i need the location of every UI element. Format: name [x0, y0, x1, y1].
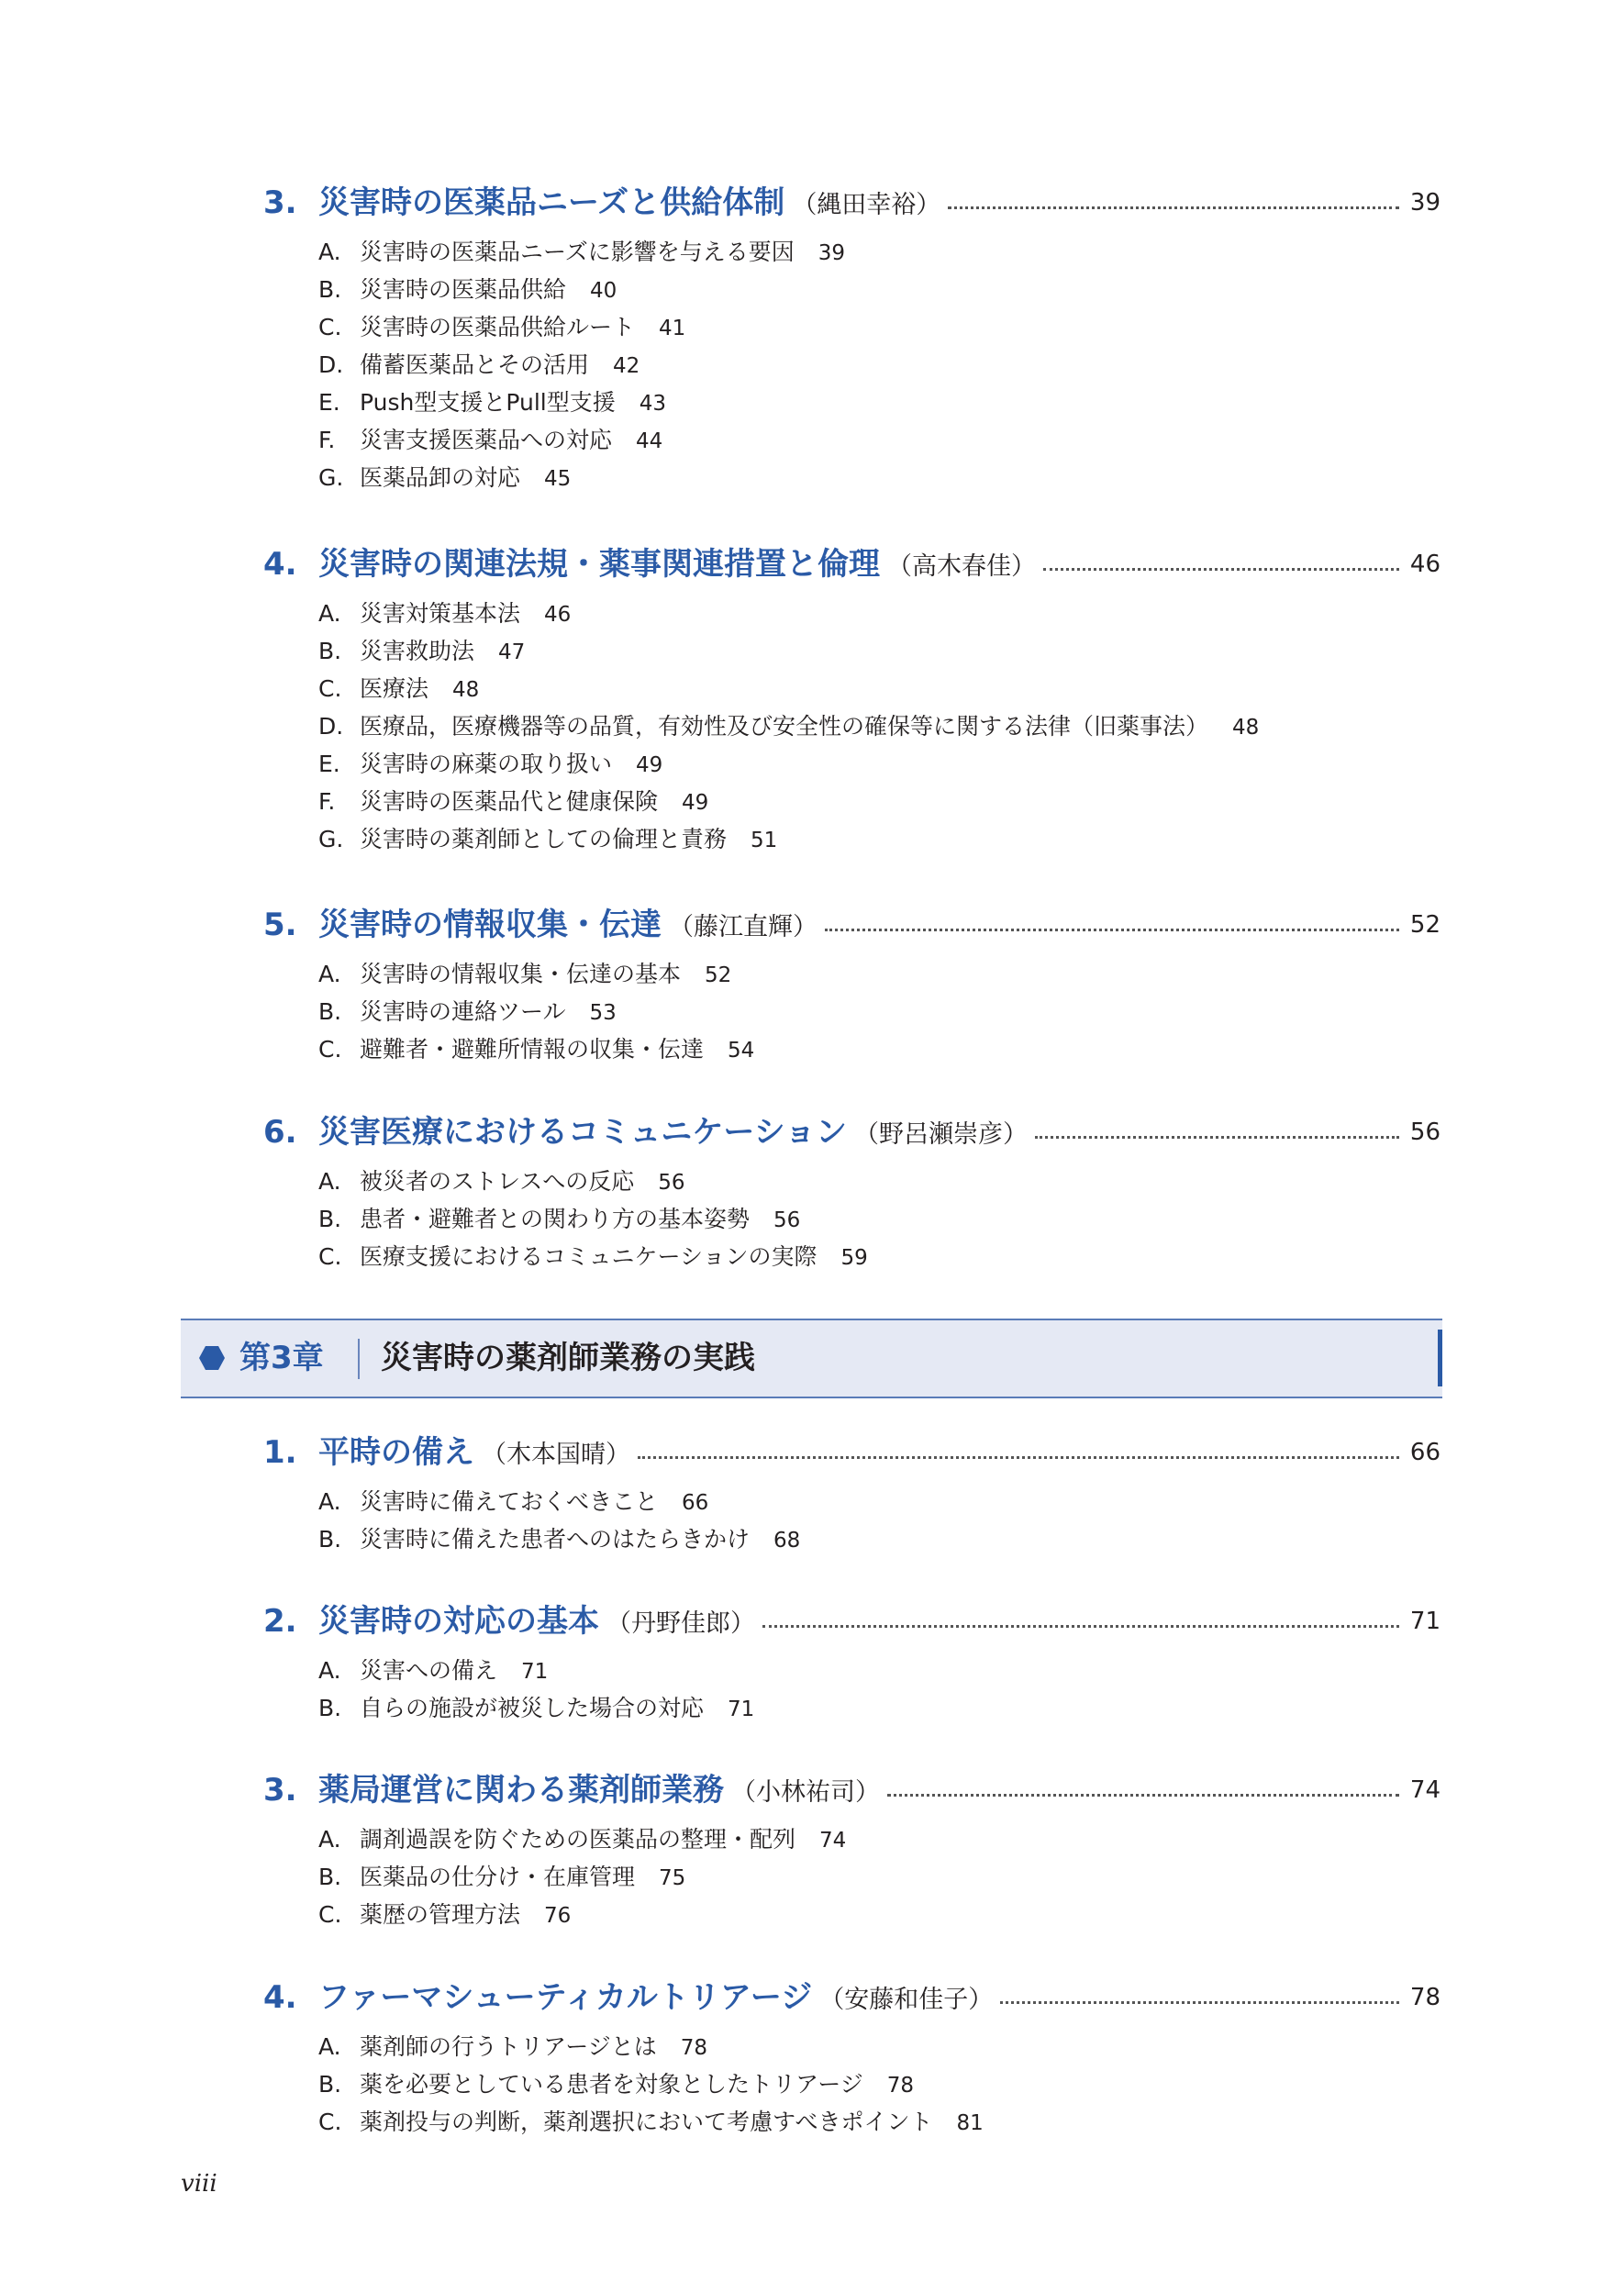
item-page-number: 56	[658, 1171, 685, 1195]
section-page-number: 74	[1409, 1776, 1440, 1804]
item-page-number: 46	[544, 603, 572, 627]
item-text-wrap	[360, 707, 1259, 747]
toc-section[interactable]	[0, 180, 1624, 496]
toc-item[interactable]	[0, 1652, 1624, 1689]
toc-item[interactable]	[0, 1520, 1624, 1558]
section-title-text: 平時の備え	[318, 1434, 474, 1471]
item-letter: D.	[318, 351, 344, 378]
toc-section[interactable]	[0, 1767, 1624, 1933]
section-title-text: 災害医療におけるコミュニケーション	[318, 1114, 847, 1151]
toc-item[interactable]	[0, 595, 1624, 632]
section-title	[318, 180, 940, 228]
item-letter: C.	[318, 675, 342, 702]
item-letter: A.	[318, 1488, 341, 1515]
toc-item[interactable]	[0, 308, 1624, 346]
item-page-number: 71	[521, 1660, 549, 1684]
item-page-number: 45	[544, 467, 572, 491]
item-letter: B.	[318, 276, 342, 303]
section-heading[interactable]	[0, 1598, 1624, 1644]
toc-item[interactable]	[0, 2103, 1624, 2141]
item-text-wrap	[360, 745, 662, 785]
item-text-wrap	[360, 384, 666, 423]
section-page-number: 56	[1409, 1119, 1440, 1146]
item-title: 医療品，医療機器等の品質，有効性及び安全性の確保等に関する法律（旧薬事法）	[360, 713, 1209, 740]
item-title: 災害時に備えた患者へのはたらきかけ	[360, 1526, 751, 1553]
section-title-text: 災害時の医薬品ニーズと供給体制	[318, 184, 785, 221]
item-title: 調剤過誤を防ぐための医薬品の整理・配列	[360, 1826, 796, 1853]
dot-leader	[887, 1794, 1399, 1797]
section-title	[318, 1430, 630, 1478]
toc-item[interactable]	[0, 2028, 1624, 2065]
item-letter: A.	[318, 1657, 341, 1684]
item-text-wrap	[360, 346, 640, 385]
section-heading[interactable]	[0, 1430, 1624, 1475]
item-letter: F.	[318, 427, 336, 453]
item-title: 医療支援におけるコミュニケーションの実際	[360, 1243, 818, 1270]
section-title	[318, 1109, 1028, 1158]
item-letter: G.	[318, 464, 344, 491]
item-text-wrap	[360, 1520, 800, 1560]
item-text-wrap	[360, 632, 525, 672]
item-title: 医療法	[360, 675, 429, 702]
section-page-number: 39	[1409, 189, 1440, 217]
item-letter: C.	[318, 1036, 342, 1063]
toc-item[interactable]	[0, 1483, 1624, 1520]
section-number: 3.	[263, 1772, 297, 1809]
item-letter: E.	[318, 751, 340, 777]
item-page-number: 48	[1232, 716, 1260, 740]
item-letter: A.	[318, 1826, 341, 1853]
section-author: （高木春佳）	[887, 552, 1036, 581]
item-text-wrap	[360, 595, 571, 634]
section-title	[318, 902, 818, 951]
chapter-right-bar	[1438, 1330, 1442, 1386]
page-number: viii	[181, 2170, 217, 2198]
item-letter: G.	[318, 826, 344, 852]
item-text-wrap	[360, 1858, 685, 1898]
item-title: 災害時の麻薬の取り扱い	[360, 751, 613, 777]
item-letter: B.	[318, 1695, 342, 1721]
toc-item[interactable]	[0, 2065, 1624, 2103]
item-page-number: 54	[728, 1039, 755, 1063]
item-letter: A.	[318, 239, 341, 265]
chapter-heading	[181, 1319, 1442, 1398]
section-number: 4.	[263, 546, 297, 583]
section-number: 1.	[263, 1434, 297, 1471]
section-page-number: 66	[1409, 1439, 1440, 1466]
toc-section[interactable]	[0, 541, 1624, 858]
item-title: 薬歴の管理方法	[360, 1901, 521, 1928]
toc-item[interactable]	[0, 993, 1624, 1030]
item-page-number: 56	[773, 1208, 801, 1232]
section-page-number: 52	[1409, 911, 1440, 939]
toc-section[interactable]	[0, 1975, 1624, 2141]
section-title	[318, 541, 1036, 590]
item-text-wrap	[360, 670, 479, 709]
item-title: 災害時の連絡ツール	[360, 998, 566, 1025]
item-letter: A.	[318, 600, 341, 627]
item-title: 災害時の医薬品供給ルート	[360, 314, 636, 340]
section-heading[interactable]	[0, 541, 1624, 587]
section-number: 2.	[263, 1603, 297, 1640]
toc-section[interactable]	[0, 1109, 1624, 1275]
item-letter: B.	[318, 1206, 342, 1232]
section-number: 6.	[263, 1114, 297, 1151]
section-items	[0, 1652, 1624, 1727]
toc-item[interactable]	[0, 271, 1624, 308]
item-text-wrap	[360, 1896, 571, 1935]
dot-leader	[638, 1456, 1399, 1459]
section-heading[interactable]	[0, 1767, 1624, 1813]
item-page-number: 53	[589, 1001, 617, 1025]
item-text-wrap	[360, 271, 617, 310]
item-text-wrap	[360, 459, 571, 498]
section-items	[0, 233, 1624, 496]
item-text-wrap	[360, 1820, 846, 1860]
item-text-wrap	[360, 2065, 914, 2105]
section-items	[0, 1820, 1624, 1933]
toc-item[interactable]	[0, 1896, 1624, 1933]
item-title: 医薬品の仕分け・在庫管理	[360, 1864, 636, 1890]
item-title: 災害時の医薬品代と健康保険	[360, 788, 659, 815]
item-page-number: 41	[659, 317, 686, 340]
item-page-number: 52	[705, 963, 732, 987]
hexagon-icon	[199, 1345, 225, 1371]
section-title-text: 災害時の対応の基本	[318, 1603, 599, 1640]
section-page-number: 78	[1409, 1984, 1440, 2011]
item-title: 薬を必要としている患者を対象としたトリアージ	[360, 2071, 863, 2098]
section-heading[interactable]	[0, 1975, 1624, 2020]
item-text-wrap	[360, 233, 845, 273]
item-page-number: 40	[590, 279, 617, 303]
item-page-number: 44	[636, 429, 663, 453]
section-title-text: 災害時の関連法規・薬事関連措置と倫理	[318, 546, 880, 583]
item-page-number: 47	[498, 640, 526, 664]
item-title: 薬剤投与の判断，薬剤選択において考慮すべきポイント	[360, 2109, 933, 2135]
section-items	[0, 595, 1624, 858]
dot-leader	[1043, 568, 1399, 571]
toc-section[interactable]	[0, 1598, 1624, 1727]
toc-item[interactable]	[0, 1858, 1624, 1896]
toc-item[interactable]	[0, 955, 1624, 993]
toc-item[interactable]	[0, 1200, 1624, 1238]
item-title: 自らの施設が被災した場合の対応	[360, 1695, 705, 1721]
item-page-number: 43	[639, 392, 667, 416]
toc-item[interactable]	[0, 1163, 1624, 1200]
section-title	[318, 1598, 755, 1647]
toc-item[interactable]	[0, 421, 1624, 459]
section-title-text: 災害時の情報収集・伝達	[318, 907, 662, 943]
item-letter: B.	[318, 638, 342, 664]
item-text-wrap	[360, 1483, 708, 1522]
section-title	[318, 1975, 993, 2023]
chapter-number: 第3章	[239, 1340, 324, 1376]
item-title: 避難者・避難所情報の収集・伝達	[360, 1036, 705, 1063]
item-letter: D.	[318, 713, 344, 740]
section-author: （安藤和佳子）	[819, 1986, 994, 2014]
item-page-number: 78	[680, 2036, 708, 2060]
section-title	[318, 1767, 880, 1816]
item-title: 被災者のストレスへの反応	[360, 1168, 635, 1195]
item-text-wrap	[360, 993, 617, 1032]
item-page-number: 59	[840, 1246, 868, 1270]
item-letter: A.	[318, 1168, 341, 1195]
section-author: （小林祐司）	[731, 1778, 880, 1807]
item-title: 災害時の薬剤師としての倫理と責務	[360, 826, 728, 852]
toc-item[interactable]	[0, 1689, 1624, 1727]
section-page-number: 46	[1409, 551, 1440, 578]
item-letter: B.	[318, 1864, 342, 1890]
dot-leader	[1000, 2001, 1399, 2004]
item-text-wrap	[360, 421, 662, 461]
item-text-wrap	[360, 308, 685, 348]
section-items	[0, 955, 1624, 1068]
item-text-wrap	[360, 820, 777, 860]
item-page-number: 68	[773, 1529, 801, 1553]
section-number: 3.	[263, 184, 297, 221]
item-page-number: 75	[659, 1866, 686, 1890]
item-title: 医薬品卸の対応	[360, 464, 521, 491]
section-items	[0, 2028, 1624, 2141]
item-letter: C.	[318, 2109, 342, 2135]
chapter-title: 災害時の薬剤師業務の実践	[381, 1340, 755, 1376]
toc-item[interactable]	[0, 384, 1624, 421]
item-text-wrap	[360, 1238, 868, 1277]
item-page-number: 49	[682, 791, 709, 815]
toc-item[interactable]	[0, 632, 1624, 670]
item-letter: E.	[318, 389, 340, 416]
section-page-number: 71	[1409, 1608, 1440, 1635]
item-letter: B.	[318, 998, 342, 1025]
item-text-wrap	[360, 1030, 754, 1070]
item-title: 災害支援医薬品への対応	[360, 427, 613, 453]
section-author: （藤江直輝）	[669, 913, 818, 941]
item-text-wrap	[360, 2028, 707, 2067]
section-title-text: 薬局運営に関わる薬剤師業務	[318, 1772, 724, 1809]
item-title: 備蓄医薬品とその活用	[360, 351, 590, 378]
item-letter: F.	[318, 788, 336, 815]
item-letter: A.	[318, 961, 341, 987]
dot-leader	[762, 1625, 1399, 1628]
item-letter: A.	[318, 2033, 341, 2060]
section-heading[interactable]	[0, 1109, 1624, 1155]
item-text-wrap	[360, 955, 731, 995]
item-text-wrap	[360, 783, 708, 822]
item-text-wrap	[360, 1652, 548, 1691]
item-page-number: 51	[751, 829, 778, 852]
toc-item[interactable]	[0, 820, 1624, 858]
toc-item[interactable]	[0, 1820, 1624, 1858]
item-letter: B.	[318, 1526, 342, 1553]
item-title: 災害時の医薬品ニーズに影響を与える要因	[360, 239, 795, 265]
toc-item[interactable]	[0, 745, 1624, 783]
toc-item[interactable]	[0, 1030, 1624, 1068]
dot-leader	[948, 206, 1399, 209]
item-letter: C.	[318, 314, 342, 340]
section-author: （丹野佳郎）	[606, 1609, 755, 1638]
item-page-number: 81	[956, 2111, 984, 2135]
item-page-number: 42	[613, 354, 640, 378]
section-author: （野呂瀬崇彦）	[853, 1120, 1028, 1149]
dot-leader	[1035, 1136, 1399, 1139]
section-heading[interactable]	[0, 180, 1624, 226]
item-title: Push型支援とPull型支援	[360, 389, 616, 416]
toc-item[interactable]	[0, 346, 1624, 384]
section-author: （木本国晴）	[482, 1441, 630, 1469]
toc-item[interactable]	[0, 783, 1624, 820]
toc-item[interactable]	[0, 459, 1624, 496]
item-title: 災害時の医薬品供給	[360, 276, 567, 303]
chapter-divider	[358, 1339, 360, 1379]
item-title: 災害対策基本法	[360, 600, 521, 627]
item-page-number: 71	[728, 1697, 755, 1721]
item-letter: B.	[318, 2071, 342, 2098]
toc-section[interactable]	[0, 1430, 1624, 1558]
item-page-number: 76	[544, 1904, 572, 1928]
item-letter: C.	[318, 1901, 342, 1928]
item-title: 災害救助法	[360, 638, 475, 664]
item-page-number: 74	[819, 1829, 847, 1853]
toc-item[interactable]	[0, 1238, 1624, 1275]
toc-item[interactable]	[0, 670, 1624, 707]
item-title: 薬剤師の行うトリアージとは	[360, 2033, 657, 2060]
item-text-wrap	[360, 1689, 754, 1729]
item-text-wrap	[360, 1163, 685, 1202]
item-page-number: 66	[682, 1491, 709, 1515]
section-items	[0, 1483, 1624, 1558]
item-title: 災害への備え	[360, 1657, 498, 1684]
item-page-number: 39	[818, 241, 846, 265]
item-page-number: 48	[452, 678, 480, 702]
section-title-text: ファーマシューティカルトリアージ	[318, 1979, 813, 2016]
dot-leader	[825, 929, 1399, 931]
item-page-number: 78	[886, 2074, 915, 2098]
toc-item[interactable]	[0, 233, 1624, 271]
toc-section[interactable]	[0, 902, 1624, 1068]
item-text-wrap	[360, 1200, 800, 1240]
section-items	[0, 1163, 1624, 1275]
item-text-wrap	[360, 2103, 984, 2143]
item-title: 患者・避難者との関わり方の基本姿勢	[360, 1206, 751, 1232]
section-heading[interactable]	[0, 902, 1624, 948]
item-letter: C.	[318, 1243, 342, 1270]
item-title: 災害時に備えておくべきこと	[360, 1488, 659, 1515]
toc-item[interactable]	[0, 707, 1624, 745]
item-page-number: 49	[636, 753, 663, 777]
item-title: 災害時の情報収集・伝達の基本	[360, 961, 682, 987]
section-number: 5.	[263, 907, 297, 943]
section-number: 4.	[263, 1979, 297, 2016]
section-author: （縄田幸裕）	[792, 191, 941, 219]
